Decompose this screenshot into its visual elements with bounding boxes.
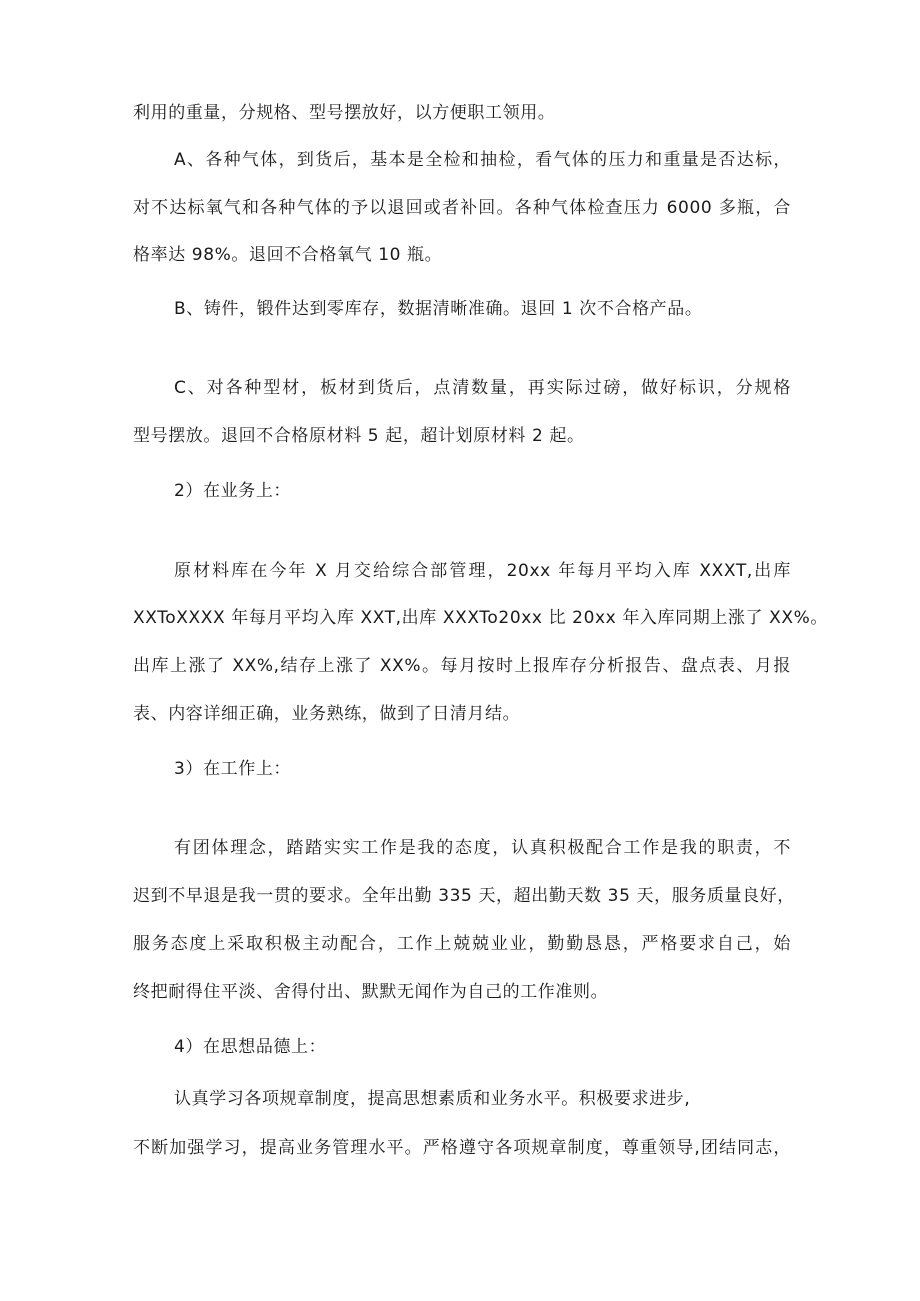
paragraph-line: A、各种气体，到货后，基本是全检和抽检，看气体的压力和重量是否达标， <box>174 150 791 170</box>
paragraph-line: 表、内容详细正确，业务熟练，做到了日清月结。 <box>133 704 521 724</box>
paragraph-line: XXToXXXX 年每月平均入库 XXT,出库 XXXTo20xx 比 20xx 年入库同期上涨了 XX%。 <box>133 608 828 628</box>
section-heading: 3）在工作上： <box>174 759 292 779</box>
paragraph-line: 对不达标氧气和各种气体的予以退回或者补回。各种气体检查压力 6000 多瓶，合 <box>133 198 791 218</box>
paragraph-line: 服务态度上采取积极主动配合，工作上兢兢业业，勤勤恳恳，严格要求自己，始 <box>133 934 791 954</box>
paragraph-line: 终把耐得住平淡、舍得付出、默默无闻作为自己的工作准则。 <box>133 982 609 1002</box>
paragraph-line: 出库上涨了 XX%,结存上涨了 XX%。每月按时上报库存分析报告、盘点表、月报 <box>133 656 791 676</box>
section-heading: 4）在思想品德上： <box>174 1037 327 1057</box>
paragraph-line: 认真学习各项规章制度，提高思想素质和业务水平。积极要求进步, <box>174 1089 691 1109</box>
paragraph-line: C、对各种型材，板材到货后，点清数量，再实际过磅，做好标识，分规格 <box>174 378 791 398</box>
paragraph-line: 型号摆放。退回不合格原材料 5 起，超计划原材料 2 起。 <box>133 426 585 446</box>
paragraph-line: 利用的重量，分规格、型号摆放好，以方便职工领用。 <box>133 103 556 123</box>
paragraph-line: B、铸件，锻件达到零库存，数据清晰准确。退回 1 次不合格产品。 <box>174 299 703 319</box>
paragraph-line: 迟到不早退是我一贯的要求。全年出勤 335 天，超出勤天数 35 天，服务质量良好， <box>133 886 795 906</box>
paragraph-line: 格率达 98%。退回不合格氧气 10 瓶。 <box>133 245 443 265</box>
paragraph-line: 不断加强学习，提高业务管理水平。严格遵守各项规章制度，尊重领导,团结同志， <box>133 1138 791 1158</box>
paragraph-line: 有团体理念，踏踏实实工作是我的态度，认真积极配合工作是我的职责，不 <box>174 838 791 858</box>
paragraph-line: 原材料库在今年 X 月交给综合部管理，20xx 年每月平均入库 XXXT,出库 <box>174 561 791 581</box>
section-heading: 2）在业务上： <box>174 481 292 501</box>
